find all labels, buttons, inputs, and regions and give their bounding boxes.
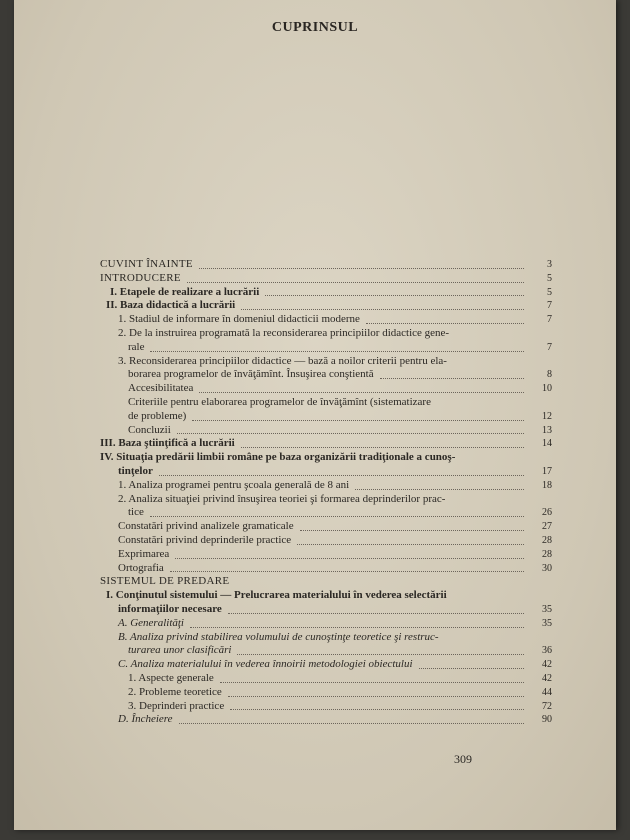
page-title: CUPRINSUL (271, 20, 359, 35)
toc-entry (100, 713, 552, 727)
toc-entry-text: B. Analiza privind stabilirea volumului de cunoştinţe teoretice şi restruc- (118, 630, 439, 643)
toc-entry-text: Exprimarea (118, 547, 170, 560)
toc-entry-text: INTRODUCERE (100, 271, 181, 284)
toc-entry-text: III. Baza ştiinţifică a lucrării (100, 437, 235, 450)
leader-dots (230, 707, 524, 710)
toc-page-number: 42 (542, 672, 552, 684)
toc-entry (100, 671, 552, 686)
toc-entry (100, 616, 552, 631)
leader-dots (419, 666, 524, 669)
toc-page-number: 17 (542, 465, 552, 477)
leader-dots (150, 349, 524, 352)
toc-entry-text: IV. Situaţia predării limbii române pe baza organizării tradiţionale a cunoş- (100, 451, 456, 464)
toc-entry-text: 1. Aspecte generale (128, 671, 214, 684)
toc-entry (100, 409, 552, 424)
toc-entry (100, 520, 552, 534)
leader-dots (199, 266, 524, 269)
leader-dots (159, 473, 524, 476)
leader-dots (192, 418, 524, 421)
toc-entry-text: 2. Probleme teoretice (128, 685, 222, 698)
toc-page-number: 36 (542, 645, 552, 657)
toc-entry-text: Accesibilitatea (128, 382, 194, 395)
toc-entry (100, 382, 552, 396)
toc-entry (100, 285, 552, 300)
toc-entry (100, 313, 552, 327)
toc-entry (100, 575, 520, 589)
toc-entry (100, 506, 552, 520)
toc-page-number: 28 (542, 548, 552, 560)
toc-entry (100, 658, 552, 672)
toc-entry-text: Constatări privind deprinderile practice (118, 533, 292, 546)
toc-entry (100, 464, 552, 479)
leader-dots (366, 321, 524, 324)
toc-page-number: 27 (542, 521, 552, 533)
toc-page-number: 28 (542, 534, 552, 546)
leader-dots (380, 376, 524, 379)
toc-entry (100, 327, 520, 341)
toc-entry (100, 561, 552, 576)
toc-page-number: 18 (542, 479, 552, 491)
toc-entry-text: SISTEMUL DE PREDARE (100, 575, 230, 588)
toc-entry-text: Constatări privind analizele gramaticale (118, 520, 294, 533)
toc-page-number: 26 (542, 507, 552, 519)
toc-entry-text: I. Conţinutul sistemului — Prelucrarea materialului în vederea selectării (106, 589, 447, 602)
table-of-contents (100, 258, 552, 727)
toc-entry-text: II. Baza didactică a lucrării (106, 299, 236, 312)
toc-page-number: 5 (547, 286, 552, 298)
leader-dots (297, 542, 524, 545)
toc-entry (100, 437, 552, 451)
toc-page-number: 3 (547, 259, 552, 270)
toc-entry (100, 602, 552, 617)
leader-dots (179, 721, 524, 724)
toc-entry-text: C. Analiza materialului în vederea înnoirii metodologiei obiectului (118, 658, 413, 671)
toc-entry-text: 2. Analiza situaţiei privind însuşirea teoriei şi formarea deprinderilor prac- (118, 492, 446, 505)
toc-entry-text: Concluzii (128, 423, 171, 436)
toc-entry-text: de probleme) (128, 409, 187, 422)
toc-entry (100, 355, 520, 369)
toc-page-number: 42 (542, 659, 552, 671)
toc-entry-text: 1. Stadiul de informare în domeniul didacticii moderne (118, 313, 360, 326)
toc-entry-text: 3. Deprinderi practice (128, 699, 225, 712)
toc-entry (100, 644, 552, 658)
page-number: 309 (454, 752, 472, 766)
leader-dots (300, 528, 524, 531)
book-page (14, 0, 616, 830)
toc-page-number: 7 (547, 300, 552, 312)
leader-dots (237, 652, 524, 655)
toc-entry (100, 589, 520, 603)
toc-entry (100, 340, 552, 355)
leader-dots (265, 293, 524, 296)
toc-page-number: 72 (542, 700, 552, 712)
toc-entry (100, 271, 552, 286)
toc-entry-text: 1. Analiza programei pentru şcoala generală de 8 ani (118, 478, 350, 491)
toc-entry (100, 258, 552, 272)
toc-entry-text: I. Etapele de realizare a lucrării (110, 285, 260, 298)
toc-page-number: 35 (542, 603, 552, 615)
leader-dots (199, 390, 524, 393)
toc-entry (100, 685, 552, 700)
toc-entry (100, 631, 520, 645)
toc-entry-text: Ortografia (118, 561, 164, 574)
toc-page-number: 7 (547, 314, 552, 326)
toc-entry (100, 368, 552, 382)
toc-entry (100, 396, 520, 410)
toc-entry-text: 2. De la instruirea programată la reconsiderarea principiilor didactice gene- (118, 326, 450, 339)
toc-page-number: 10 (542, 383, 552, 395)
toc-entry (100, 493, 520, 507)
toc-entry (100, 423, 552, 438)
toc-page-number: 44 (542, 686, 552, 698)
leader-dots (228, 694, 524, 697)
leader-dots (177, 431, 524, 434)
toc-page-number: 13 (542, 424, 552, 436)
toc-page-number: 30 (542, 562, 552, 574)
toc-page-number: 90 (542, 714, 552, 726)
toc-page-number: 7 (547, 341, 552, 353)
leader-dots (220, 680, 524, 683)
leader-dots (190, 625, 524, 628)
toc-entry-text: informaţiilor necesare (118, 602, 222, 615)
toc-entry-text: D. Încheiere (118, 713, 173, 726)
leader-dots (241, 445, 524, 448)
toc-entry (100, 699, 552, 714)
leader-dots (175, 556, 524, 559)
toc-entry (100, 451, 520, 465)
toc-entry (100, 478, 552, 493)
toc-page-number: 35 (542, 617, 552, 629)
leader-dots (187, 280, 524, 283)
toc-entry (100, 533, 552, 548)
toc-entry-text: 3. Reconsiderarea principiilor didactice — bază a noilor criterii pentru ela- (118, 354, 447, 367)
toc-entry-text: Criteriile pentru elaborarea programelor de învăţămînt (sistematizare (128, 395, 431, 408)
toc-page-number: 12 (542, 410, 552, 422)
toc-entry-text: CUVINT ÎNAINTE (100, 258, 193, 270)
leader-dots (170, 569, 524, 572)
leader-dots (228, 611, 524, 614)
leader-dots (150, 514, 524, 517)
toc-entry-text: rale (128, 340, 145, 353)
toc-entry-text: A. Generalităţi (118, 616, 184, 629)
toc-entry-text: tinţelor (118, 464, 153, 477)
leader-dots (241, 307, 524, 310)
toc-page-number: 5 (547, 272, 552, 284)
toc-entry-text: borarea programelor de învăţămînt. Însuşirea conştientă (128, 368, 374, 381)
toc-page-number: 8 (547, 369, 552, 381)
toc-entry-text: tice (128, 506, 144, 519)
toc-page-number: 14 (542, 438, 552, 450)
leader-dots (355, 487, 524, 490)
toc-entry (100, 299, 552, 313)
toc-entry (100, 547, 552, 562)
toc-entry-text: turarea unor clasificări (128, 644, 232, 657)
